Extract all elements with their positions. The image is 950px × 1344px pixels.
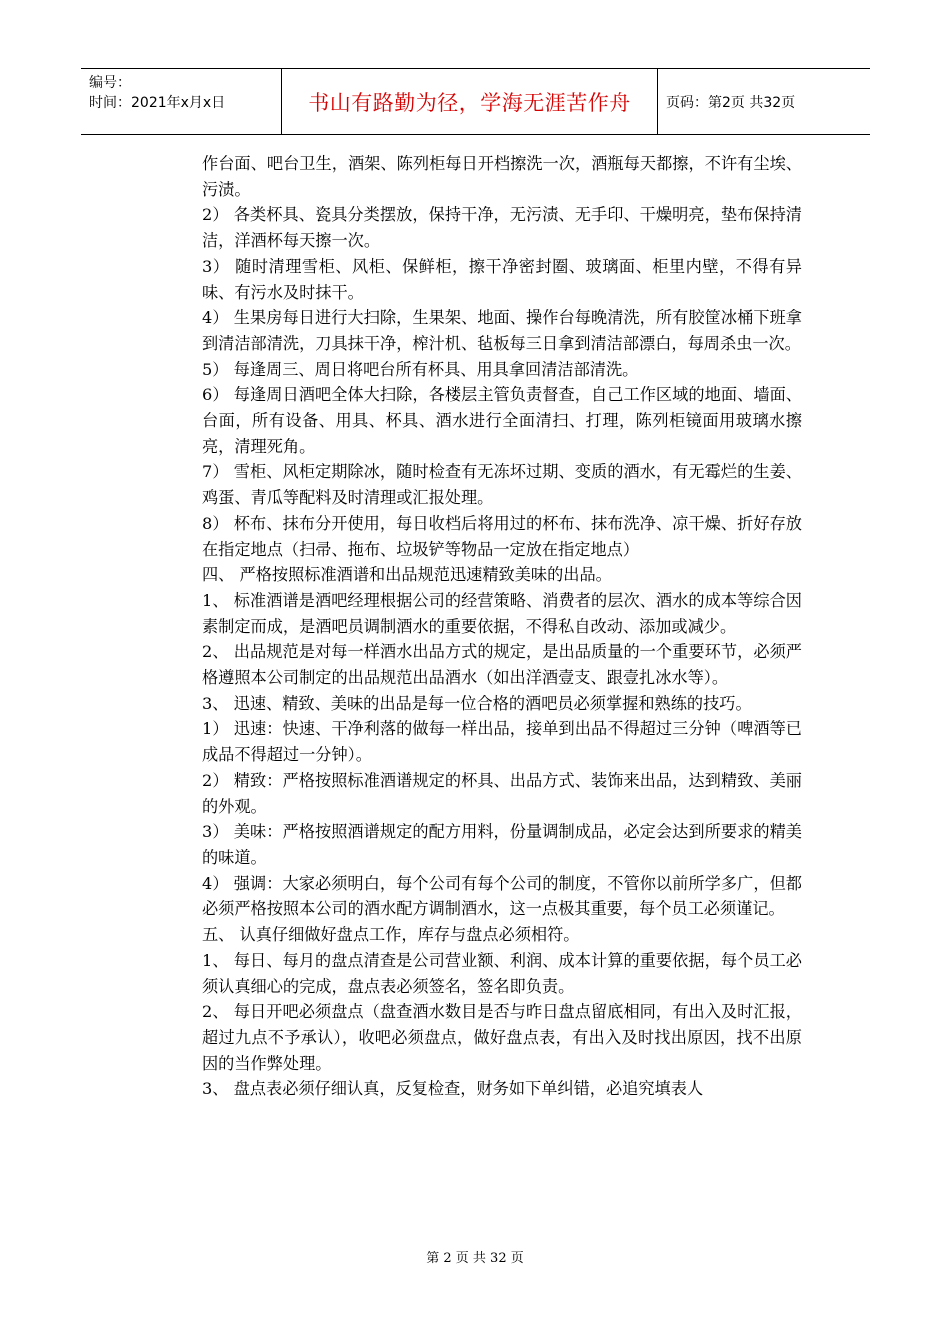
paragraph: 3） 美味：严格按照酒谱规定的配方用料，份量调制成品，必定会达到所要求的精美的味道。 xyxy=(202,822,802,867)
paragraph: 作台面、吧台卫生，酒架、陈列柜每日开档擦洗一次，酒瓶每天都擦，不许有尘埃、污渍。 xyxy=(202,154,802,199)
paragraph: 7） 雪柜、风柜定期除冰，随时检查有无冻坏过期、变质的酒水，有无霉烂的生姜、鸡蛋、青瓜等配料及时清理或汇报处理。 xyxy=(202,462,802,508)
page-header xyxy=(81,68,870,135)
paragraph: 3、 盘点表必须仔细认真，反复检查，财务如下单纠错，必追究填表人 xyxy=(202,1079,704,1099)
paragraph: 2） 精致：严格按照标准酒谱规定的杯具、出品方式、装饰来出品，达到精致、美丽的外观。 xyxy=(202,770,802,816)
paragraph: 4） 强调：大家必须明白，每个公司有每个公司的制度，不管你以前所学多广，但都必须严格按照本公司的酒水配方调制酒水，这一点极其重要，每个员工必须谨记。 xyxy=(202,873,802,919)
paragraph: 8） 杯布、抹布分开使用，每日收档后将用过的杯布、抹布洗净、凉干燥、折好存放在指定地点（扫帚、拖布、垃圾铲等物品一定放在指定地点） xyxy=(202,513,802,559)
paragraph: 5） 每逢周三、周日将吧台所有杯具、用具拿回清洁部清洗。 xyxy=(202,359,639,379)
paragraph: 1、 标准酒谱是酒吧经理根据公司的经营策略、消费者的层次、酒水的成本等综合因素制定而成，是酒吧员调制酒水的重要依据，不得私自改动、添加或减少。 xyxy=(202,590,802,636)
paragraph: 2、 出品规范是对每一样酒水出品方式的规定，是出品质量的一个重要环节，必须严格遵照本公司制定的出品规范出品酒水（如出洋酒壹支、跟壹扎冰水等）。 xyxy=(202,642,802,688)
paragraph: 3） 随时清理雪柜、风柜、保鲜柜，擦干净密封圈、玻璃面、柜里内壁，不得有异味、有污水及时抹干。 xyxy=(202,256,802,302)
section-heading: 四、 严格按照标准酒谱和出品规范迅速精致美味的出品。 xyxy=(202,565,612,585)
document-date: 时间：2021年x月x日 xyxy=(89,95,226,111)
section-heading: 五、 认真仔细做好盘点工作，库存与盘点必须相符。 xyxy=(202,925,580,945)
paragraph: 3、 迅速、精致、美味的出品是每一位合格的酒吧员必须掌握和熟练的技巧。 xyxy=(202,693,752,713)
header-meta xyxy=(81,69,282,134)
document-body xyxy=(202,151,802,1102)
paragraph: 6） 每逢周日酒吧全体大扫除，各楼层主管负责督查，自己工作区域的地面、墙面、台面，所有设备、用具、杯具、酒水进行全面清扫、打理，陈列柜镜面用玻璃水擦亮，清理死角。 xyxy=(202,385,802,456)
paragraph: 2、 每日开吧必须盘点（盘查酒水数目是否与昨日盘点留底相同，有出入及时汇报，超过九点不予承认），收吧必须盘点，做好盘点表，有出入及时找出原因，找不出原因的当作弊处理。 xyxy=(202,1002,802,1073)
paragraph: 1） 迅速：快速、干净利落的做每一样出品，接单到出品不得超过三分钟（啤酒等已成品不得超过一分钟）。 xyxy=(202,719,802,765)
header-page-info: 页码：第2页 共32页 xyxy=(666,94,796,111)
document-number-label: 编号： xyxy=(89,75,131,91)
paragraph: 4） 生果房每日进行大扫除，生果架、地面、操作台每晚清洗，所有胶筐冰桶下班拿到清洁部清洗，刀具抹干净，榨汁机、毡板每三日拿到清洁部漂白，每周杀虫一次。 xyxy=(202,308,802,353)
header-motto: 书山有路勤为径，学海无涯苦作舟 xyxy=(282,69,658,134)
page-footer: 第 2 页 共 32 页 xyxy=(426,1251,524,1266)
paragraph: 1、 每日、每月的盘点清查是公司营业额、利润、成本计算的重要依据，每个员工必须认真细心的完成，盘点表必须签名，签名即负责。 xyxy=(202,950,802,996)
paragraph: 2） 各类杯具、瓷具分类摆放，保持干净，无污渍、无手印、干燥明亮，垫布保持清洁，洋酒杯每天擦一次。 xyxy=(202,205,802,251)
